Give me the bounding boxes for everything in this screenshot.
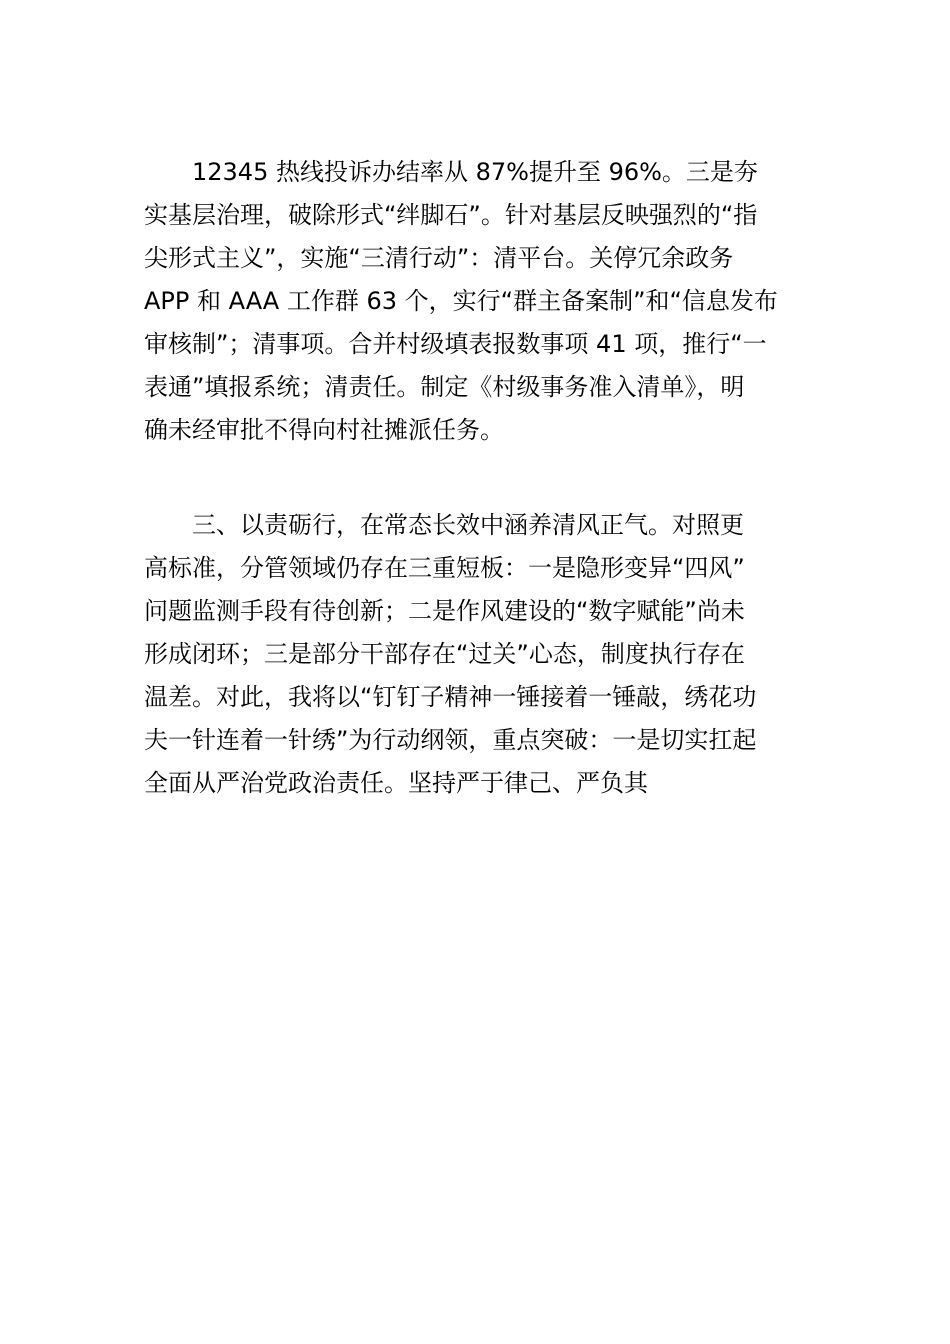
paragraph-line: 温差。对此，我将以“钉钉子精神一锤接着一锤敲，绣花功	[144, 683, 757, 711]
paragraph-line: 形成闭环；三是部分干部存在“过关”心态，制度执行存在	[144, 640, 745, 668]
paragraph-line: APP 和 AAA 工作群 63 个，实行“群主备案制”和“信息发布	[144, 287, 778, 315]
paragraph-line: 高标准，分管领域仍存在三重短板：一是隐形变异“四风”	[144, 554, 745, 582]
paragraph-line: 夫一针连着一针绣”为行动纲领，重点突破：一是切实扛起	[144, 726, 757, 754]
paragraph-1	[144, 151, 808, 452]
paragraph-line: 12345 热线投诉办结率从 87%提升至 96%。三是夯	[192, 158, 758, 186]
paragraph-line: 问题监测手段有待创新；二是作风建设的“数字赋能”尚未	[144, 597, 745, 625]
paragraph-line: 全面从严治党政治责任。坚持严于律己、严负其	[144, 769, 648, 797]
paragraph-line: 表通”填报系统；清责任。制定《村级事务准入清单》，明	[144, 373, 745, 401]
paragraph-line: 尖形式主义”，实施“三清行动”：清平台。关停冗余政务	[144, 244, 734, 272]
paragraph-line: 审核制”；清事项。合并村级填表报数事项 41 项，推行“一	[144, 330, 767, 358]
paragraph-line: 确未经审批不得向村社摊派任务。	[144, 416, 504, 444]
paragraph-2	[144, 504, 808, 805]
paragraph-line: 实基层治理，破除形式“绊脚石”。针对基层反映强烈的“指	[144, 201, 758, 229]
section-heading-line: 三、以责砺行，在常态长效中涵养清风正气。对照更	[192, 511, 744, 539]
